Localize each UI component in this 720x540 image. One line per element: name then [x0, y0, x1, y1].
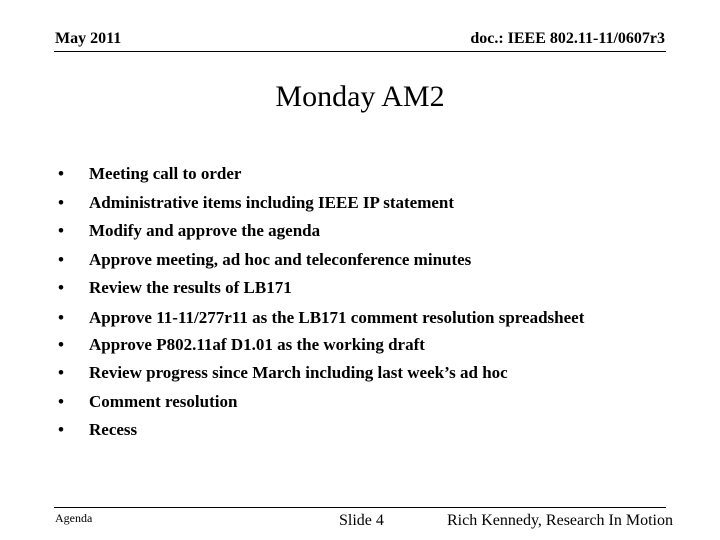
- list-item-text: Administrative items including IEEE IP statement: [89, 192, 455, 212]
- list-item-text: Approve meeting, ad hoc and teleconference minutes: [89, 249, 472, 269]
- list-item-text: Review the results of LB171: [89, 278, 292, 297]
- bullet-icon: •: [58, 420, 64, 439]
- list-item: [55, 274, 675, 303]
- footer-agenda-label: Agenda: [55, 511, 93, 525]
- footer-author: Rich Kennedy, Research In Motion: [446, 512, 673, 529]
- bullet-icon: •: [58, 307, 64, 327]
- list-item-text: Approve 11-11/277r11 as the LB171 comment resolution spreadsheet: [89, 307, 585, 327]
- list-item-text: Recess: [89, 420, 138, 439]
- list-item: [55, 189, 675, 218]
- list-item: [55, 303, 675, 331]
- list-item: [55, 246, 675, 275]
- list-item: [55, 217, 675, 246]
- bullet-icon: •: [58, 221, 64, 240]
- list-item-text: Approve P802.11af D1.01 as the working draft: [89, 334, 425, 354]
- list-item: [55, 388, 675, 417]
- list-item: [55, 331, 675, 360]
- list-item: [55, 160, 675, 189]
- list-item: [55, 359, 675, 388]
- bullet-icon: •: [58, 192, 64, 212]
- footer-divider: [54, 507, 666, 508]
- bullet-icon: •: [58, 363, 64, 382]
- list-item-text: Modify and approve the agenda: [89, 221, 321, 240]
- header-divider: [54, 51, 666, 52]
- list-item-text: Meeting call to order: [89, 164, 242, 183]
- bullet-icon: •: [58, 164, 64, 183]
- bullet-icon: •: [58, 249, 64, 269]
- bullet-icon: •: [58, 391, 64, 411]
- bullet-icon: •: [58, 334, 64, 354]
- list-item: [55, 416, 675, 445]
- footer-slide-number: Slide 4: [339, 512, 384, 529]
- list-item-text: Review progress since March including last week’s ad hoc: [89, 363, 508, 382]
- header-date: May 2011: [55, 30, 122, 47]
- agenda-list: [55, 160, 675, 445]
- list-item-text: Comment resolution: [89, 391, 238, 411]
- header-doc-id: doc.: IEEE 802.11-11/0607r3: [470, 30, 665, 47]
- slide-title: Monday AM2: [275, 80, 445, 113]
- bullet-icon: •: [58, 278, 64, 297]
